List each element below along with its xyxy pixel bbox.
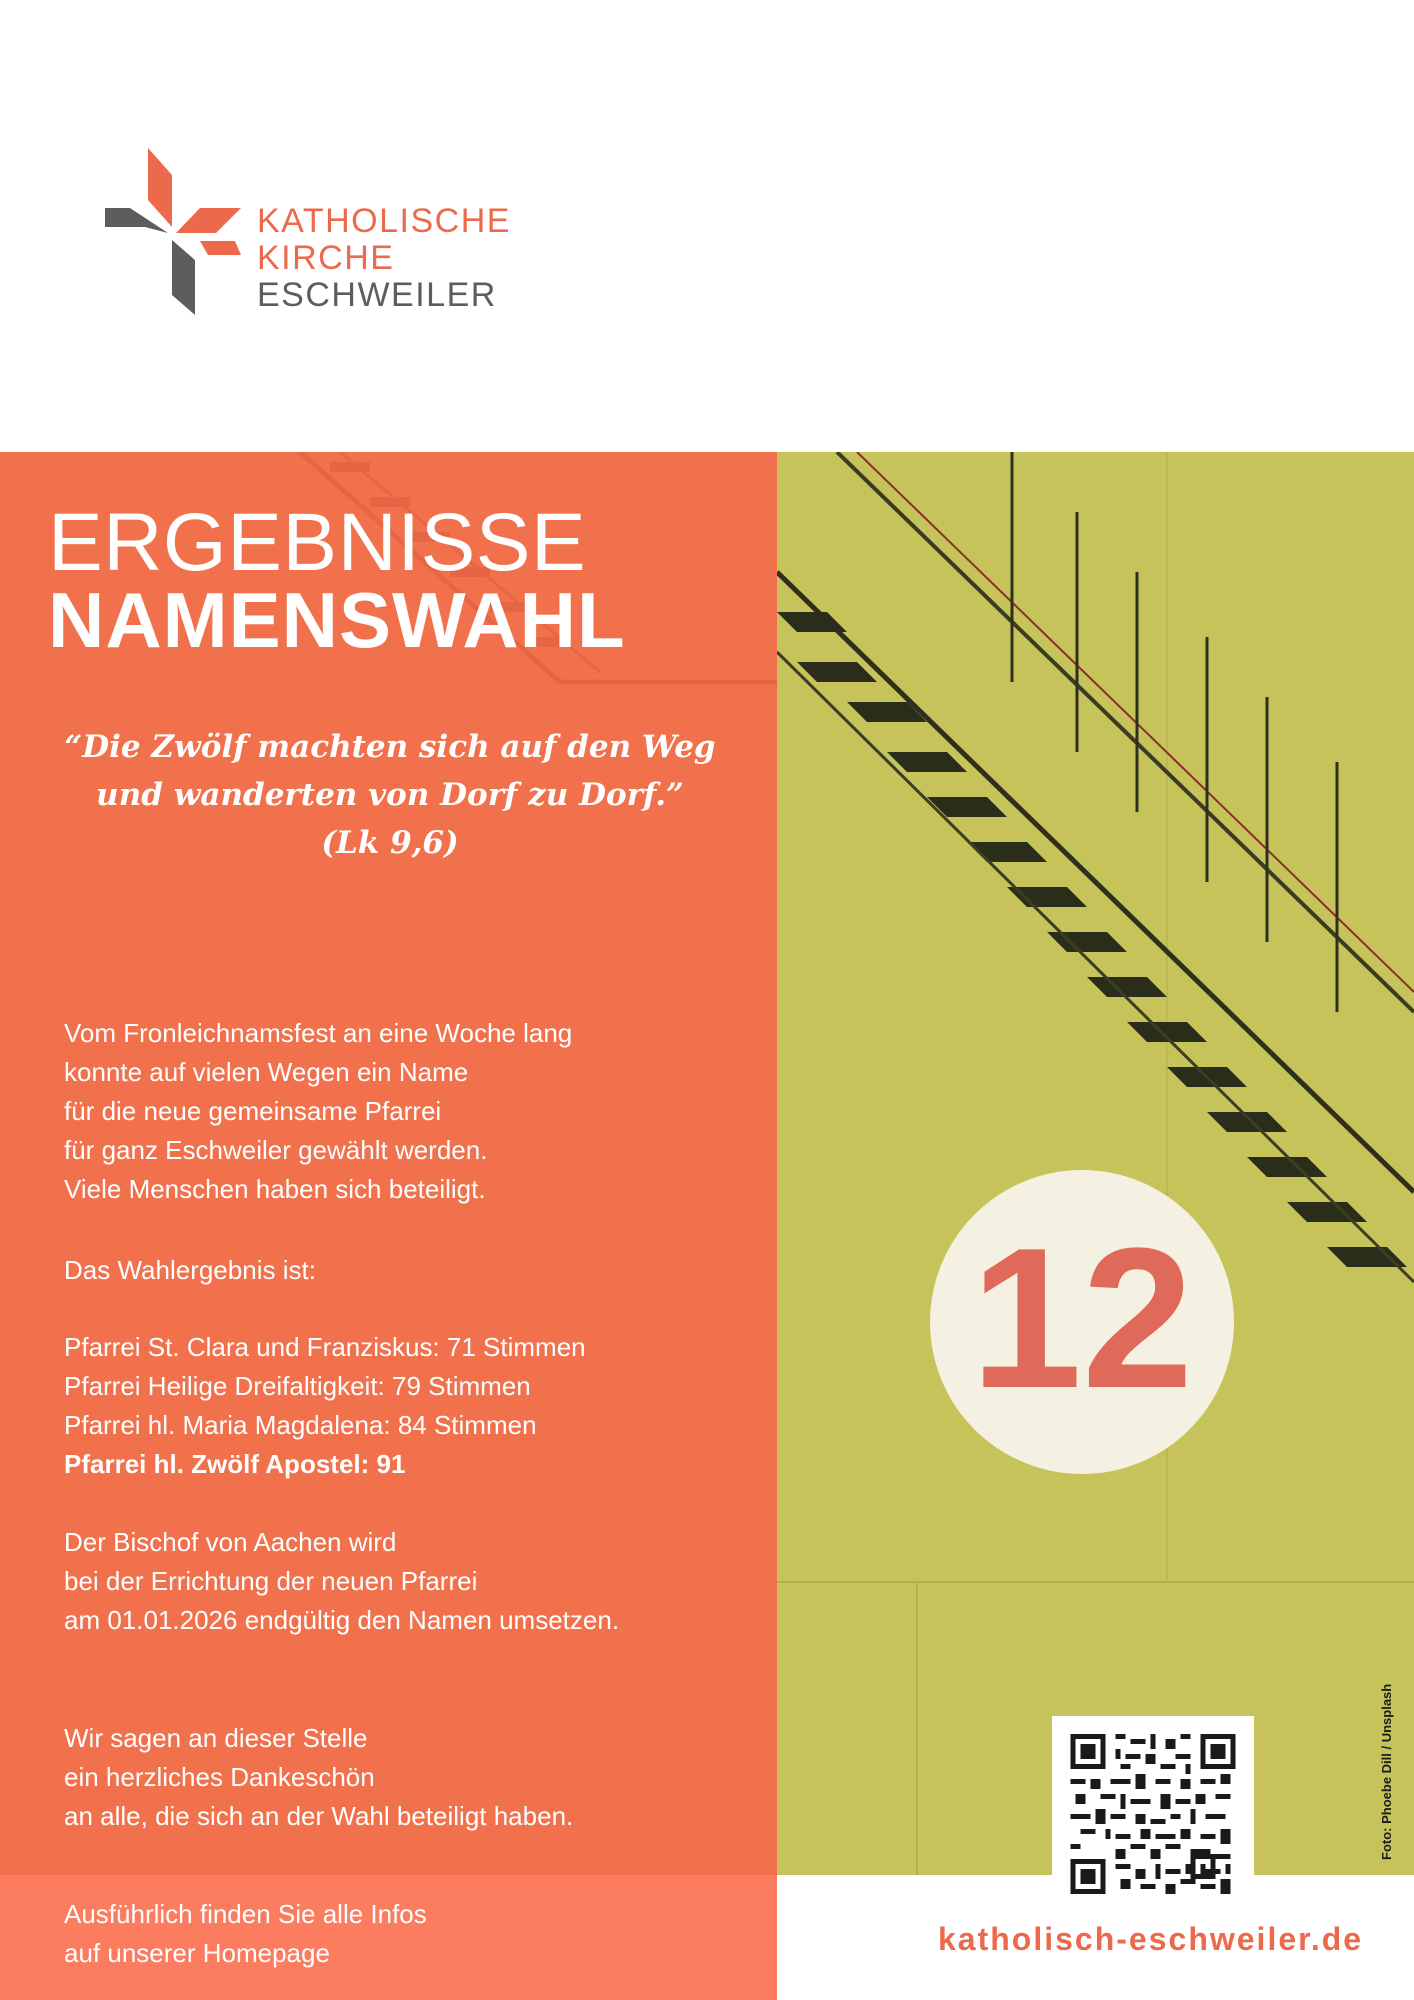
result-item: Pfarrei Heilige Dreifaltigkeit: 79 Stimmen	[64, 1371, 531, 1401]
results-list	[64, 1328, 586, 1484]
intro-paragraph	[64, 1014, 572, 1209]
number-12: 12	[970, 1207, 1194, 1430]
logo	[100, 145, 540, 325]
quote-line-2: und wanderten von Dorf zu Dorf.”	[96, 777, 684, 813]
logo-line-2: KIRCHE	[257, 239, 395, 277]
cross-petals-icon	[100, 145, 250, 315]
footer-line-1: Ausführlich finden Sie alle Infos	[64, 1899, 427, 1929]
intro-line: für ganz Eschweiler gewählt werden.	[64, 1135, 488, 1165]
logo-line-1: KATHOLISCHE	[257, 202, 511, 240]
intro-line: Vom Fronleichnamsfest an eine Woche lang	[64, 1018, 573, 1048]
photo-credit: Foto: Phoebe Dill / Unsplash	[1379, 1683, 1394, 1860]
bishop-line: bei der Errichtung der neuen Pfarrei	[64, 1566, 478, 1596]
thanks-paragraph	[64, 1719, 573, 1836]
title-line-2: NAMENSWAHL	[48, 576, 626, 664]
quote-line-1: “Die Zwölf machten sich auf den Weg	[64, 729, 716, 765]
result-item-winner: Pfarrei hl. Zwölf Apostel: 91	[64, 1449, 406, 1479]
homepage-link[interactable]: katholisch-eschweiler.de	[938, 1921, 1364, 1957]
bishop-line: Der Bischof von Aachen wird	[64, 1527, 397, 1557]
thanks-line: ein herzliches Dankeschön	[64, 1762, 375, 1792]
result-item: Pfarrei St. Clara und Franziskus: 71 Stimmen	[64, 1332, 586, 1362]
result-heading: Das Wahlergebnis ist:	[64, 1255, 316, 1285]
bishop-paragraph	[64, 1523, 619, 1640]
intro-line: konnte auf vielen Wegen ein Name	[64, 1057, 469, 1087]
staircase-photo	[777, 452, 1414, 1875]
bible-quote	[60, 723, 720, 867]
logo-line-3: ESCHWEILER	[257, 276, 497, 314]
footer-line-2: auf unserer Homepage	[64, 1938, 330, 1968]
bishop-line: am 01.01.2026 endgültig den Namen umsetzen.	[64, 1605, 620, 1635]
intro-line: für die neue gemeinsame Pfarrei	[64, 1096, 442, 1126]
thanks-line: Wir sagen an dieser Stelle	[64, 1723, 368, 1753]
qr-code[interactable]	[1052, 1716, 1254, 1891]
qr-code-icon	[1070, 1734, 1236, 1894]
photo-panel	[777, 452, 1414, 1875]
footer-info	[64, 1895, 427, 1973]
result-item: Pfarrei hl. Maria Magdalena: 84 Stimmen	[64, 1410, 537, 1440]
thanks-line: an alle, die sich an der Wahl beteiligt haben.	[64, 1801, 574, 1831]
quote-reference: (Lk 9,6)	[321, 825, 459, 861]
title-line-1: ERGEBNISSE	[48, 497, 587, 588]
intro-line: Viele Menschen haben sich beteiligt.	[64, 1174, 486, 1204]
